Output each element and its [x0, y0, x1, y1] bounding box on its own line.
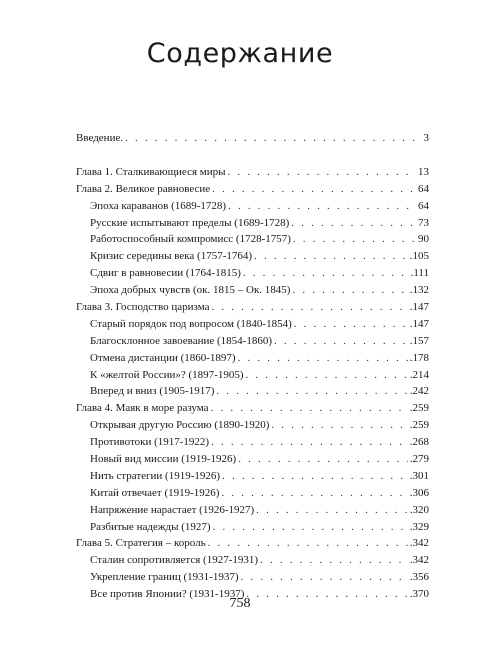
toc-entry-page: .105: [409, 250, 429, 263]
toc-entry-page: 64: [418, 199, 429, 212]
toc-entry-title: Сдвиг в равновесии (1764-1815): [90, 267, 241, 280]
toc-chapter-entry[interactable]: [76, 400, 429, 417]
toc-subentry[interactable]: [76, 569, 429, 586]
toc-entry-title: К «желтой России»? (1897-1905): [90, 368, 244, 381]
toc-entry-page: .259: [409, 402, 429, 415]
toc-entry-title: Работоспособный компромисс (1728-1757): [90, 233, 291, 246]
toc-subentry[interactable]: [76, 350, 429, 367]
toc-subentry[interactable]: [76, 231, 429, 248]
toc-subentry[interactable]: [76, 417, 429, 434]
toc-entry-page: .147: [409, 301, 429, 314]
toc-chapter-entry[interactable]: [76, 299, 429, 316]
toc-entry-title: Все против Японии? (1931-1937): [90, 588, 245, 601]
toc-entry-title: Открывая другую Россию (1890-1920): [90, 419, 270, 432]
toc-entry-title: Благосклонное завоевание (1854-1860): [90, 334, 272, 347]
toc-entry-title: Глава 1. Сталкивающиеся миры: [76, 165, 226, 178]
toc-entry-title: Эпоха добрых чувств (ок. 1815 – Ок. 1845): [90, 284, 291, 297]
toc-subentry[interactable]: [76, 333, 429, 350]
toc-subentry[interactable]: [76, 485, 429, 502]
toc-entry-page: .178: [409, 351, 429, 364]
toc-subentry[interactable]: [76, 248, 429, 265]
toc-entry-page: .342: [409, 554, 429, 567]
table-of-contents: [76, 130, 429, 603]
dot-leader: [256, 502, 408, 519]
toc-entry-title: Эпоха караванов (1689-1728): [90, 199, 227, 212]
dot-leader: [216, 383, 407, 400]
toc-subentry[interactable]: [76, 367, 429, 384]
toc-subentry[interactable]: [76, 198, 429, 215]
toc-subentry[interactable]: [76, 282, 429, 299]
toc-subentry[interactable]: [76, 552, 429, 569]
toc-entry-page: 73: [418, 216, 429, 229]
dot-leader: [211, 434, 408, 451]
toc-entry-page: .157: [409, 334, 429, 347]
toc-entry-page: .268: [409, 436, 429, 449]
toc-chapter-entry[interactable]: [76, 130, 429, 147]
dot-leader: [271, 417, 407, 434]
toc-subentry[interactable]: [76, 468, 429, 485]
dot-leader: [228, 164, 416, 181]
toc-entry-page: 90: [418, 233, 429, 246]
toc-entry-title: Глава 2. Великое равновесие: [76, 182, 211, 195]
dot-leader: [228, 198, 416, 215]
toc-entry-title: Новый вид миссии (1919-1926): [90, 453, 237, 466]
toc-subentry[interactable]: [76, 519, 429, 536]
toc-entry-title: Глава 5. Стратегия – король: [76, 537, 206, 550]
toc-entry-title: Введение.: [76, 132, 124, 144]
toc-entry-page: .214: [409, 368, 429, 381]
dot-leader: [221, 485, 407, 502]
toc-entry-page: .329: [409, 520, 429, 533]
toc-subentry[interactable]: [76, 451, 429, 468]
toc-entry-title: Вперед и вниз (1905-1917): [90, 385, 215, 398]
dot-leader: [222, 468, 408, 485]
toc-subentry[interactable]: [76, 502, 429, 519]
toc-entry-page: .242: [409, 385, 429, 398]
toc-entry-page: 64: [418, 182, 429, 195]
dot-leader: [125, 130, 421, 147]
toc-entry-page: .301: [409, 469, 429, 482]
toc-entry-title: Глава 4. Маяк в море разума: [76, 402, 209, 415]
dot-leader: [246, 367, 408, 384]
dot-leader: [260, 552, 408, 569]
toc-entry-title: Кризис середины века (1757-1764): [90, 250, 253, 263]
toc-subentry[interactable]: [76, 316, 429, 333]
toc-entry-page: 3: [423, 132, 429, 144]
toc-entry-page: .356: [409, 571, 429, 584]
dot-leader: [294, 316, 408, 333]
toc-entry-title: Старый порядок под вопросом (1840-1854): [90, 317, 292, 330]
toc-entry-title: Китай отвечает (1919-1926): [90, 486, 220, 499]
dot-leader: [211, 400, 408, 417]
dot-leader: [212, 181, 416, 198]
dot-leader: [238, 350, 408, 367]
toc-entry-page: 13: [418, 165, 429, 178]
toc-entry-page: .147: [409, 317, 429, 330]
toc-entry-title: Укрепление границ (1931-1937): [90, 571, 239, 584]
dot-leader: [241, 569, 408, 586]
toc-entry-title: Русские испытывают пределы (1689-1728): [90, 216, 290, 229]
dot-leader: [211, 299, 407, 316]
toc-spacer: [76, 147, 429, 164]
toc-entry-title: Нить стратегии (1919-1926): [90, 469, 221, 482]
toc-entry-page: .306: [409, 486, 429, 499]
toc-chapter-entry[interactable]: [76, 164, 429, 181]
dot-leader: [274, 333, 408, 350]
toc-subentry[interactable]: [76, 434, 429, 451]
toc-subentry[interactable]: [76, 383, 429, 400]
toc-entry-page: .320: [409, 503, 429, 516]
toc-entry-title: Противотоки (1917-1922): [90, 436, 210, 449]
page-number: 758: [229, 596, 251, 611]
toc-entry-page: .279: [409, 453, 429, 466]
dot-leader: [243, 265, 409, 282]
toc-subentry[interactable]: [76, 215, 429, 232]
page-title: Содержание: [146, 38, 334, 69]
toc-entry-title: Глава 3. Господство царизма: [76, 301, 210, 314]
toc-subentry[interactable]: [76, 265, 429, 282]
dot-leader: [208, 535, 408, 552]
dot-leader: [292, 282, 407, 299]
toc-chapter-entry[interactable]: [76, 535, 429, 552]
toc-entry-page: .132: [409, 284, 429, 297]
dot-leader: [238, 451, 408, 468]
toc-entry-page: .259: [409, 419, 429, 432]
dot-leader: [254, 248, 408, 265]
toc-entry-title: Сталин сопротивляется (1927-1931): [90, 554, 259, 567]
toc-entry-page: .342: [409, 537, 429, 550]
toc-entry-title: Разбитые надежды (1927): [90, 520, 211, 533]
toc-entry-page: .370: [409, 588, 429, 601]
toc-entry-title: Отмена дистанции (1860-1897): [90, 351, 236, 364]
toc-entry-page: .111: [410, 267, 429, 280]
toc-entry-title: Напряжение нарастает (1926-1927): [90, 503, 255, 516]
toc-chapter-entry[interactable]: [76, 181, 429, 198]
dot-leader: [291, 215, 416, 232]
dot-leader: [293, 231, 416, 248]
dot-leader: [213, 519, 408, 536]
